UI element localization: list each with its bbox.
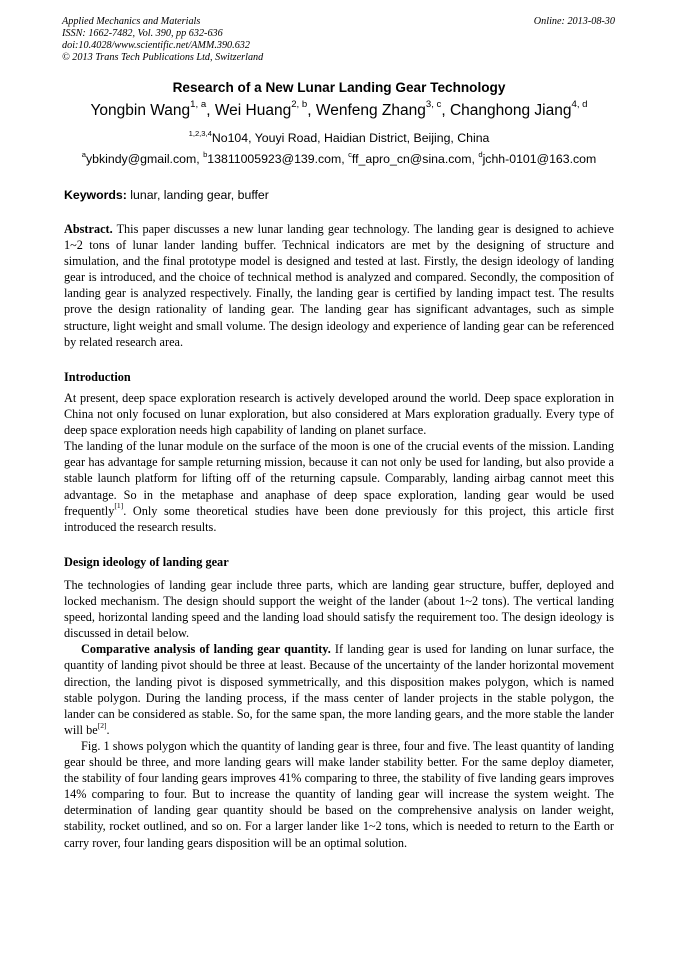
design-body bbox=[64, 577, 614, 851]
subsection-label: Comparative analysis of landing gear quantity. bbox=[81, 642, 331, 657]
email-address: jchh-0101@163.com bbox=[482, 152, 597, 166]
paragraph: At present, deep space exploration research is actively developed around the world. Deep space exploration in China not only focused on lunar exploration, but also considered at Mars exploration gradually. Every type of deep space exploration needs high capability of landing on planet surface. bbox=[64, 391, 614, 438]
email-marker: d bbox=[478, 149, 483, 159]
paragraph bbox=[64, 641, 614, 738]
author-affiliation: 2, b bbox=[291, 99, 308, 111]
abstract bbox=[64, 221, 614, 350]
issn-line: ISSN: 1662-7482, Vol. 390, pp 632-636 bbox=[62, 28, 223, 39]
introduction-body bbox=[64, 390, 614, 535]
address-affiliation: 1,2,3,4 bbox=[188, 128, 212, 138]
keywords-label: Keywords: bbox=[64, 188, 127, 202]
author-name: Wenfeng Zhang bbox=[315, 102, 426, 119]
author-emails: $^a$ybkindy@gmail.com, $^b$13811005923@139.com, $^c$ff_apro_cn@sina.com, $^d$jchh-0101@163.com bbox=[81, 149, 597, 166]
section-heading-introduction: Introduction bbox=[64, 370, 131, 384]
journal-header bbox=[62, 16, 615, 64]
online-date: Online: 2013-08-30 bbox=[533, 16, 615, 27]
paragraph: The technologies of landing gear include three parts, which are landing gear structure, buffer, deployed and locked mechanism. The design should support the weight of the lander (about 1~2 tons). The vertical landing speed, horizontal landing speed and the landing load should satisfy the requirement too. The design ideology is discussed in detail below. bbox=[64, 578, 614, 641]
section-heading-design: Design ideology of landing gear bbox=[64, 555, 229, 569]
author-address bbox=[0, 128, 678, 145]
paragraph bbox=[64, 438, 614, 535]
email-address: 13811005923@139.com bbox=[207, 152, 342, 166]
citation: [2] bbox=[97, 720, 107, 730]
email-marker: b bbox=[203, 149, 208, 159]
author-affiliation: 1, a bbox=[190, 99, 207, 111]
doi-line: doi:10.4028/www.scientific.net/AMM.390.632 bbox=[62, 40, 250, 51]
paragraph-text: . Only some theoretical studies have been done previously for this project, this article first introduced the research results. bbox=[64, 503, 614, 534]
address-text: No104, Youyi Road, Haidian District, Beijing, China bbox=[211, 131, 490, 145]
paper-title: Research of a New Lunar Landing Gear Technology bbox=[172, 80, 506, 95]
abstract-text: This paper discusses a new lunar landing gear technology. The landing gear is designed to achieve 1~2 tons of lunar lander landing buffer. Technical indicators are met by the designing of structure and simulation, and the final prototype model is designed and tested at last. Firstly, the design ideology of landing gear is introduced, and the choice of technical method is analyzed and compared. Secondly, the composition of landing gear is analyzed respectively. Finally, the landing gear is certified by landing impact test. The results prove the design rationality of landing gear. The landing gear has significant advantages, such as simple structure, light weight and small volume. The design ideology and experience of landing gear can be referenced by related research area. bbox=[64, 222, 614, 349]
author-affiliation: 4, d bbox=[571, 99, 588, 111]
keywords bbox=[64, 188, 269, 202]
author-name: Yongbin Wang bbox=[90, 102, 191, 119]
citation: [1] bbox=[114, 501, 124, 511]
email-marker: c bbox=[348, 149, 352, 159]
author-list: Yongbin Wang$^{1, a}$, Wei Huang$^{2, b}$, Wenfeng Zhang$^{3, c}$, Changhong Jiang$^{4, d}$ bbox=[90, 99, 588, 119]
paragraph: Fig. 1 shows polygon which the quantity of landing gear is three, four and five. The least quantity of landing gear should be three, and more landing gears will make lander stability better. For the same deploy diameter, the stability of four landing gears improves 41% comparing to three, the stability of five landing gears improves 14% comparing to four. But to increase the quantity of landing gear will increase the system weight. The determination of landing gear quantity should be based on the comprehensive analysis on lander weight, stability, rocket outlined, and so on. For a larger lander like 1~2 tons, which is needed to return to the Earth or carry rover, four landing gears disposition will be an optimal solution. bbox=[64, 738, 614, 850]
author-name: Wei Huang bbox=[214, 102, 292, 119]
journal-name: Applied Mechanics and Materials bbox=[62, 16, 201, 27]
paragraph-text: If landing gear is used for landing on lunar surface, the quantity of landing pivot should be three at least. Because of the uncertainty of the lander horizontal movement direction, the landing pivot is disposed symmetrically, and this disposition makes polygon, which is named stable polygon. During the landing process, if the mass center of lander projects in the stable polygon, the lander can be considered as stable. So, for the same span, the more landing gears, and the more stable the lander will be bbox=[64, 642, 614, 737]
abstract-label: Abstract. bbox=[64, 222, 113, 236]
copyright-line: © 2013 Trans Tech Publications Ltd, Switzerland bbox=[62, 52, 264, 63]
email-marker: a bbox=[81, 149, 86, 159]
email-address: ff_apro_cn@sina.com bbox=[351, 152, 472, 166]
keywords-text: lunar, landing gear, buffer bbox=[130, 188, 269, 202]
email-address: ybkindy@gmail.com bbox=[86, 152, 197, 166]
paragraph-text: . bbox=[106, 722, 110, 737]
author-affiliation: 3, c bbox=[425, 99, 442, 111]
author-name: Changhong Jiang bbox=[449, 102, 572, 119]
paragraph-text: The landing of the lunar module on the surface of the moon is one of the crucial events of the mission. Landing gear has advantage for sample returning mission, because it can not only be used for landing, but also provide a stable launch platform for lifting off of the returning capsule. Comparably, landing airbag cannot meet this advantage. So in the metaphase and anaphase of deep space exploration, landing gear would be used frequently bbox=[64, 439, 614, 518]
